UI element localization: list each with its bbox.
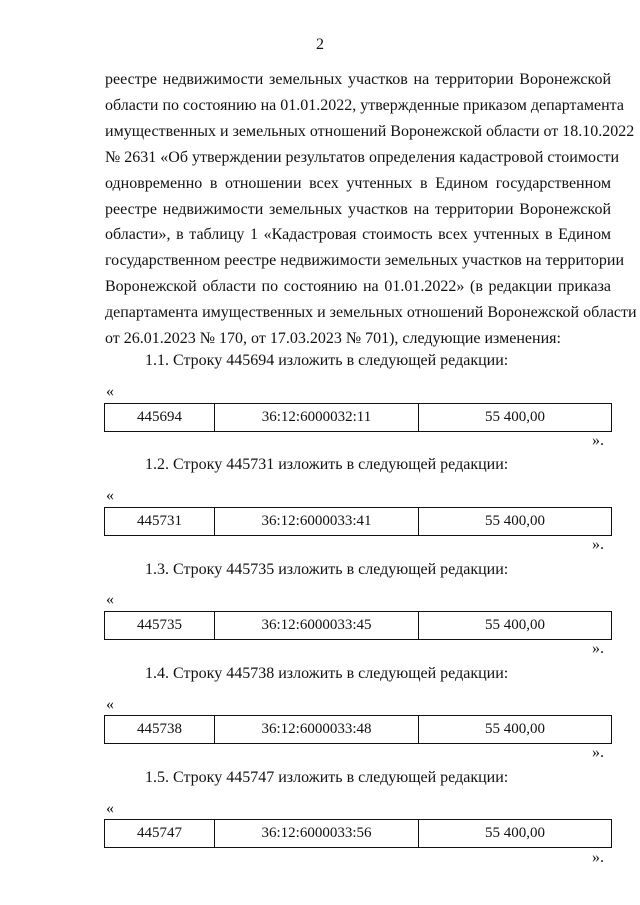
cadastral-value-cell: 55 400,00 xyxy=(485,721,545,737)
cadastral-number-cell: 36:12:6000032:11 xyxy=(215,404,419,431)
body-line: одновременно в отношении всех учтенных в Едином государственном xyxy=(105,174,611,192)
cadastral-number-cell: 36:12:6000033:45 xyxy=(215,612,419,639)
close-quote: ». xyxy=(592,432,604,449)
row-number-cell: 445738 xyxy=(105,716,215,743)
open-quote: « xyxy=(106,591,114,608)
body-line: государственном реестре недвижимости земельных участков на территории xyxy=(105,252,625,270)
body-line: Воронежской области по состоянию на 01.01.2022» (в редакции приказа xyxy=(105,278,611,296)
amendment-heading: 1.2. Строку 445731 изложить в следующей редакции: xyxy=(145,456,509,473)
amendment-table-row xyxy=(104,507,612,536)
body-line: имущественных и земельных отношений Воронежской области от 18.10.2022 xyxy=(105,122,635,140)
row-number-cell: 445747 xyxy=(105,820,215,847)
amendment-heading: 1.1. Строку 445694 изложить в следующей редакции: xyxy=(145,352,509,369)
amendment-table-row xyxy=(104,403,612,432)
row-number-cell: 445731 xyxy=(105,508,215,535)
body-line: реестре недвижимости земельных участков на территории Воронежской xyxy=(105,71,611,88)
row-number-cell: 445694 xyxy=(105,404,215,431)
open-quote: « xyxy=(106,383,114,400)
body-paragraph xyxy=(105,67,637,352)
amendment-heading: 1.5. Строку 445747 изложить в следующей редакции: xyxy=(145,769,509,786)
close-quote: ». xyxy=(592,744,604,761)
open-quote: « xyxy=(106,696,114,713)
row-number-cell: 445735 xyxy=(105,612,215,639)
body-line: области», в таблицу 1 «Кадастровая стоимость всех учтенных в Едином xyxy=(105,226,611,244)
amendment-heading: 1.3. Строку 445735 изложить в следующей редакции: xyxy=(145,561,509,578)
cadastral-number-cell: 36:12:6000033:48 xyxy=(215,716,419,743)
open-quote: « xyxy=(106,800,114,817)
body-line: от 26.01.2023 № 170, от 17.03.2023 № 701), следующие изменения: xyxy=(105,330,561,348)
cadastral-value-cell: 55 400,00 xyxy=(485,825,545,841)
close-quote: ». xyxy=(592,849,604,866)
close-quote: ». xyxy=(592,640,604,657)
cadastral-value-cell: 55 400,00 xyxy=(485,513,545,529)
cadastral-number-cell: 36:12:6000033:41 xyxy=(215,508,419,535)
open-quote: « xyxy=(106,487,114,504)
amendment-table-row xyxy=(104,715,612,744)
close-quote: ». xyxy=(592,536,604,553)
cadastral-number-cell: 36:12:6000033:56 xyxy=(215,820,419,847)
cadastral-value-cell: 55 400,00 xyxy=(485,617,545,633)
amendment-table-row xyxy=(104,611,612,640)
body-line: департамента имущественных и земельных отношений Воронежской области xyxy=(105,304,637,322)
body-line: № 2631 «Об утверждении результатов определения кадастровой стоимости xyxy=(105,148,620,166)
body-line: реестре недвижимости земельных участков на территории Воронежской xyxy=(105,200,611,218)
page-number: 2 xyxy=(316,36,324,53)
amendment-table-row xyxy=(104,819,612,848)
amendment-heading: 1.4. Строку 445738 изложить в следующей редакции: xyxy=(145,665,509,682)
cadastral-value-cell: 55 400,00 xyxy=(485,409,545,425)
body-line: области по состоянию на 01.01.2022, утвержденные приказом департамента xyxy=(105,96,624,114)
